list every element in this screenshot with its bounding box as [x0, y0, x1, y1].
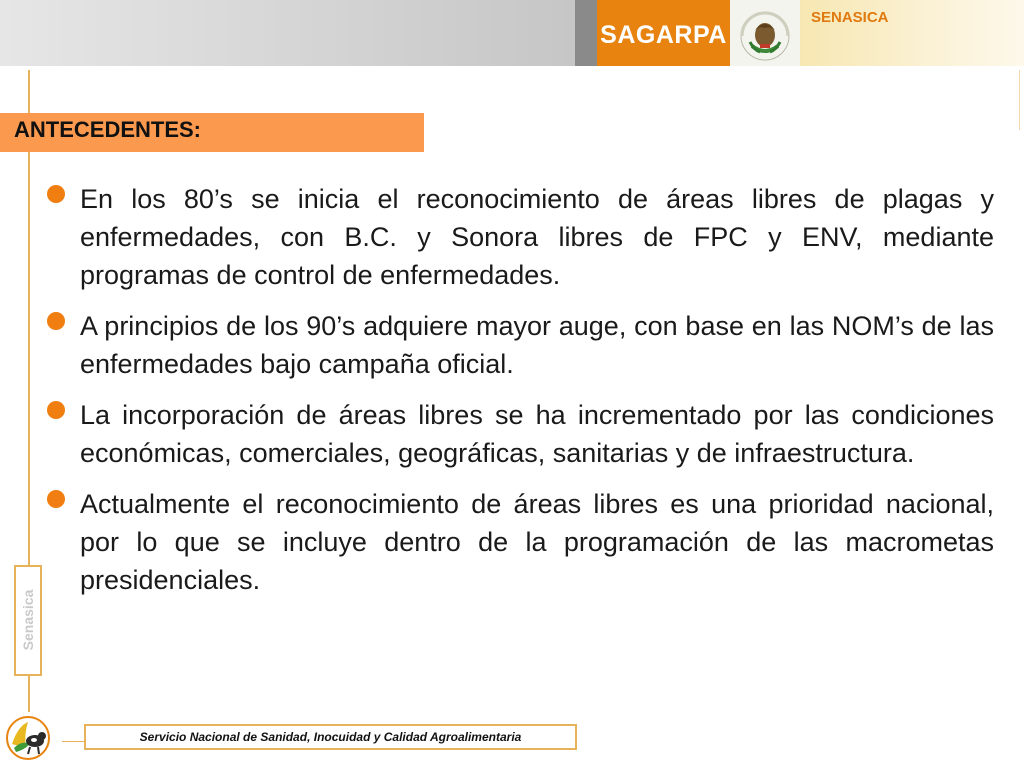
- footer-text: Servicio Nacional de Sanidad, Inocuidad y Calidad Agroalimentaria: [139, 730, 522, 744]
- senasica-emblem-icon: [4, 714, 52, 762]
- bullet-text: La incorporación de áreas libres se ha incrementado por las condiciones económicas, comerciales, geográficas, sanitarias y de infraestructura.: [80, 400, 994, 468]
- bullet-list: [46, 180, 994, 612]
- bullet-dot-icon: [47, 490, 65, 508]
- right-guide-line: [1019, 70, 1020, 130]
- bullet-dot-icon: [47, 401, 65, 419]
- list-item: [46, 180, 994, 294]
- bullet-dot-icon: [47, 185, 65, 203]
- bullet-text: Actualmente el reconocimiento de áreas libres es una prioridad nacional, por lo que se incluye dentro de la programación de las macrometas presidenciales.: [80, 489, 994, 595]
- footer-box: [84, 724, 577, 750]
- section-title: ANTECEDENTES:: [14, 117, 202, 142]
- mexico-coat-of-arms-icon: [730, 0, 800, 66]
- sagarpa-logo: [597, 0, 730, 66]
- header-divider: [575, 0, 597, 66]
- side-label: Senasica: [20, 589, 36, 651]
- list-item: [46, 307, 994, 383]
- list-item: [46, 485, 994, 599]
- bullet-text: A principios de los 90’s adquiere mayor auge, con base en las NOM’s de las enfermedades bajo campaña oficial.: [80, 311, 994, 379]
- left-guide-line-lower: [28, 676, 30, 712]
- sagarpa-logo-text: SAGARPA: [600, 20, 727, 49]
- bullet-text: En los 80’s se inicia el reconocimiento de áreas libres de plagas y enfermedades, con B.C. y Sonora libres de FPC y ENV, mediante programas de control de enfermedades.: [80, 184, 994, 290]
- seal-container: [730, 0, 800, 66]
- header-gray-band: [0, 0, 575, 66]
- bullet-dot-icon: [47, 312, 65, 330]
- list-item: [46, 396, 994, 472]
- senasica-brand-text: SENASICA: [811, 9, 889, 26]
